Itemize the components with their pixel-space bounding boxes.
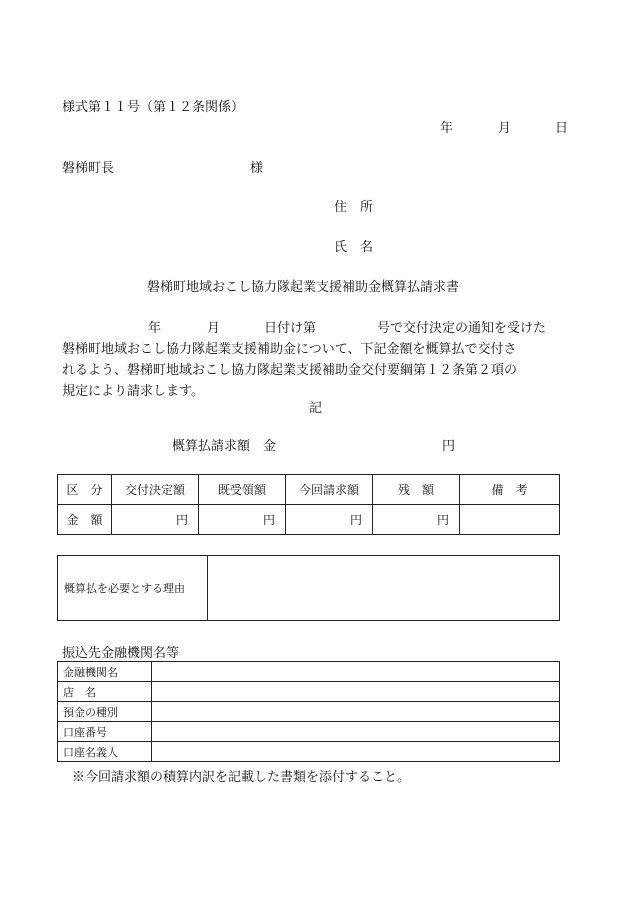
body-month: 月 bbox=[207, 321, 221, 336]
header-received: 既受領額 bbox=[199, 475, 286, 505]
body-day-number: 日付け第 bbox=[264, 321, 317, 336]
body-year: 年 bbox=[148, 321, 162, 336]
body-line-2: 磐梯町地域おこし協力隊起業支援補助金について、下記金額を概算払で交付さ bbox=[62, 342, 517, 357]
date-year-label: 年 bbox=[440, 121, 454, 136]
address-label: 住 所 bbox=[334, 200, 374, 215]
name-label: 氏 名 bbox=[334, 240, 374, 255]
ki-marker: 記 bbox=[309, 401, 323, 416]
claim-amount-unit: 円 bbox=[442, 439, 456, 454]
bank-row bbox=[58, 722, 560, 742]
body-line-1 bbox=[62, 318, 567, 339]
bank-value-deposit-type[interactable] bbox=[152, 702, 560, 722]
bank-value-institution[interactable] bbox=[152, 662, 560, 682]
header-category: 区 分 bbox=[58, 475, 112, 505]
bank-table bbox=[57, 661, 560, 762]
header-balance: 残 額 bbox=[373, 475, 460, 505]
row-label: 金 額 bbox=[58, 505, 112, 535]
reason-label: 概算払を必要とする理由 bbox=[58, 556, 208, 621]
header-current-request: 今回請求額 bbox=[286, 475, 373, 505]
addressee-honorific: 様 bbox=[250, 161, 264, 176]
attachment-note: ※今回請求額の積算内訳を記載した書類を添付すること。 bbox=[72, 770, 411, 785]
date-day-label: 日 bbox=[555, 121, 569, 136]
bank-label-institution: 金融機関名 bbox=[58, 662, 152, 682]
bank-label-deposit-type: 預金の種別 bbox=[58, 702, 152, 722]
body-paragraph bbox=[62, 318, 567, 402]
received-amount-cell[interactable]: 円 bbox=[199, 505, 286, 535]
body-line-3: れるよう、磐梯町地域おこし協力隊起業支援補助金交付要綱第１２条第２項の bbox=[62, 363, 518, 378]
reason-field[interactable] bbox=[208, 556, 560, 621]
bank-heading: 振込先金融機関名等 bbox=[62, 646, 180, 661]
header-approved: 交付決定額 bbox=[112, 475, 199, 505]
current-request-cell[interactable]: 円 bbox=[286, 505, 373, 535]
header-remarks: 備 考 bbox=[460, 475, 560, 505]
body-line1-tail: 号で交付決定の通知を受けた bbox=[377, 321, 547, 336]
addressee-name: 磐梯町長 bbox=[62, 161, 115, 176]
balance-cell[interactable]: 円 bbox=[373, 505, 460, 535]
bank-row bbox=[58, 682, 560, 702]
remarks-cell[interactable] bbox=[460, 505, 560, 535]
reason-table bbox=[57, 555, 560, 621]
form-number: 様式第１１号（第１２条関係） bbox=[62, 100, 245, 115]
approved-amount-cell[interactable]: 円 bbox=[112, 505, 199, 535]
bank-label-branch: 店 名 bbox=[58, 682, 152, 702]
bank-label-account-holder: 口座名義人 bbox=[58, 742, 152, 762]
bank-value-branch[interactable] bbox=[152, 682, 560, 702]
amount-table-header-row bbox=[58, 475, 560, 505]
bank-value-account-holder[interactable] bbox=[152, 742, 560, 762]
amount-table bbox=[57, 474, 560, 535]
bank-row bbox=[58, 702, 560, 722]
document-title: 磐梯町地域おこし協力隊起業支援補助金概算払請求書 bbox=[147, 280, 460, 295]
date-month-label: 月 bbox=[498, 121, 512, 136]
reason-row bbox=[58, 556, 560, 621]
bank-label-account-number: 口座番号 bbox=[58, 722, 152, 742]
claim-amount-label: 概算払請求額 金 bbox=[172, 439, 277, 454]
bank-row bbox=[58, 742, 560, 762]
amount-table-row bbox=[58, 505, 560, 535]
body-line-4: 規定により請求します。 bbox=[62, 384, 204, 399]
bank-value-account-number[interactable] bbox=[152, 722, 560, 742]
bank-row bbox=[58, 662, 560, 682]
